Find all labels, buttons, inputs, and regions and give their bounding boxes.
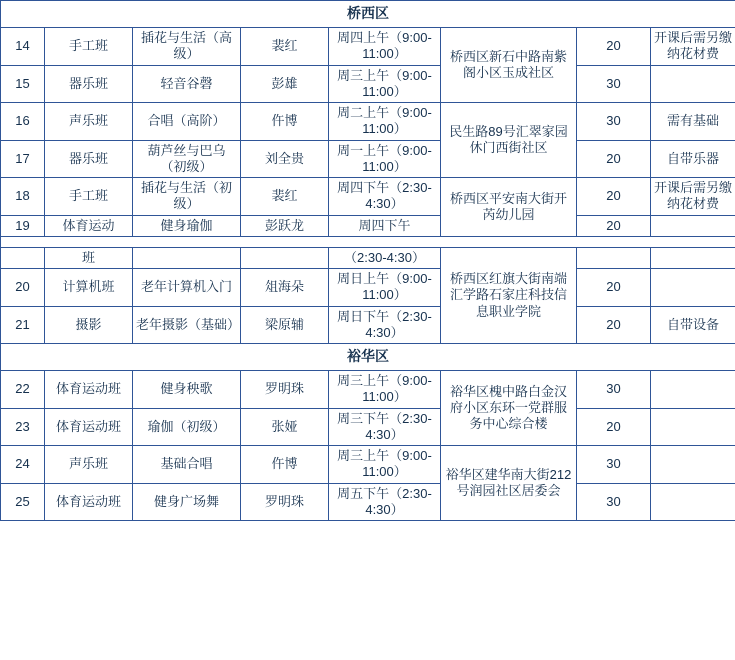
- row-time: 周三上午（9:00-11:00）: [329, 65, 441, 103]
- row-teacher: 彭跃龙: [241, 215, 329, 236]
- row-teacher: 张娅: [241, 408, 329, 446]
- row-type: 手工班: [45, 28, 133, 66]
- row-teacher: 裴红: [241, 28, 329, 66]
- section-header-label: 裕华区: [1, 344, 735, 371]
- row-no-continued: [1, 247, 45, 268]
- section-header-yuhua: [1, 344, 735, 371]
- row-type: 摄影: [45, 306, 133, 344]
- row-course: 健身瑜伽: [133, 215, 241, 236]
- row-num: 30: [577, 65, 651, 103]
- row-type: 声乐班: [45, 446, 133, 484]
- row-num: 30: [577, 103, 651, 141]
- row-note: 自带乐器: [651, 140, 735, 178]
- table-row: [1, 306, 735, 344]
- row-num: 30: [577, 446, 651, 484]
- row-place: 桥西区红旗大街南端汇学路石家庄科技信息职业学院: [441, 247, 577, 343]
- row-course: 插花与生活（高级）: [133, 28, 241, 66]
- row-place: 民生路89号汇翠家园休门西街社区: [441, 103, 577, 178]
- row-num: 20: [577, 140, 651, 178]
- row-no: 25: [1, 483, 45, 521]
- row-course: 健身秧歌: [133, 371, 241, 409]
- row-type: 体育运动班: [45, 408, 133, 446]
- row-time: 周四上午（9:00-11:00）: [329, 28, 441, 66]
- row-no: 18: [1, 178, 45, 216]
- row-type-continued: 班: [45, 247, 133, 268]
- row-place: 桥西区新石中路南紫阁小区玉成社区: [441, 28, 577, 103]
- row-course: 插花与生活（初级）: [133, 178, 241, 216]
- row-course: 轻音谷磬: [133, 65, 241, 103]
- row-teacher: 仵博: [241, 103, 329, 141]
- row-course: 基础合唱: [133, 446, 241, 484]
- table-row: [1, 65, 735, 103]
- table-row: [1, 371, 735, 409]
- row-num: 20: [577, 178, 651, 216]
- row-num: 20: [577, 306, 651, 344]
- row-type: 手工班: [45, 178, 133, 216]
- row-num: 20: [577, 408, 651, 446]
- table-row-continued: [1, 247, 735, 268]
- row-num: 30: [577, 371, 651, 409]
- row-course: 合唱（高阶）: [133, 103, 241, 141]
- row-teacher: 刘全贵: [241, 140, 329, 178]
- row-time: 周四下午（2:30-4:30）: [329, 178, 441, 216]
- row-note: [651, 446, 735, 484]
- row-teacher-continued: [241, 247, 329, 268]
- row-place: 裕华区建华南大街212号润园社区居委会: [441, 446, 577, 521]
- gap-cell: [1, 236, 735, 247]
- row-num: 20: [577, 215, 651, 236]
- row-type: 器乐班: [45, 65, 133, 103]
- row-note: [651, 65, 735, 103]
- table-row: [1, 483, 735, 521]
- table-row: [1, 178, 735, 216]
- row-time: 周三下午（2:30-4:30）: [329, 408, 441, 446]
- row-course: 健身广场舞: [133, 483, 241, 521]
- table-row: [1, 446, 735, 484]
- row-time: 周一上午（9:00-11:00）: [329, 140, 441, 178]
- row-no: 20: [1, 269, 45, 307]
- row-teacher: 仵博: [241, 446, 329, 484]
- section-header-qiaoxi: [1, 1, 735, 28]
- row-teacher: 裴红: [241, 178, 329, 216]
- row-teacher: 梁原辅: [241, 306, 329, 344]
- table-row: [1, 215, 735, 236]
- row-type: 器乐班: [45, 140, 133, 178]
- row-num-continued: [577, 247, 651, 268]
- row-teacher: 彭雄: [241, 65, 329, 103]
- row-note: 开课后需另缴纳花材费: [651, 28, 735, 66]
- row-note: [651, 408, 735, 446]
- row-course-continued: [133, 247, 241, 268]
- row-no: 17: [1, 140, 45, 178]
- row-note: 自带设备: [651, 306, 735, 344]
- row-time: 周四下午: [329, 215, 441, 236]
- section-header-label: 桥西区: [1, 1, 735, 28]
- row-no: 24: [1, 446, 45, 484]
- row-type: 体育运动班: [45, 371, 133, 409]
- row-num: 20: [577, 28, 651, 66]
- row-time: 周日上午（9:00-11:00）: [329, 269, 441, 307]
- row-no: 19: [1, 215, 45, 236]
- row-time: 周三上午（9:00-11:00）: [329, 446, 441, 484]
- row-num: 30: [577, 483, 651, 521]
- row-teacher: 罗明珠: [241, 483, 329, 521]
- row-type: 计算机班: [45, 269, 133, 307]
- row-type: 体育运动: [45, 215, 133, 236]
- row-note-continued: [651, 247, 735, 268]
- row-num: 20: [577, 269, 651, 307]
- row-no: 15: [1, 65, 45, 103]
- row-time: 周五下午（2:30-4:30）: [329, 483, 441, 521]
- row-note: 开课后需另缴纳花材费: [651, 178, 735, 216]
- table-row: [1, 408, 735, 446]
- row-note: [651, 269, 735, 307]
- row-time-continued: （2:30-4:30）: [329, 247, 441, 268]
- row-no: 22: [1, 371, 45, 409]
- page-break-gap: [1, 236, 735, 247]
- row-teacher: 俎海朵: [241, 269, 329, 307]
- row-no: 16: [1, 103, 45, 141]
- row-course: 葫芦丝与巴乌（初级）: [133, 140, 241, 178]
- row-time: 周日下午（2:30-4:30）: [329, 306, 441, 344]
- row-type: 声乐班: [45, 103, 133, 141]
- table-row: [1, 103, 735, 141]
- row-no: 14: [1, 28, 45, 66]
- table-row: [1, 269, 735, 307]
- row-time: 周三上午（9:00-11:00）: [329, 371, 441, 409]
- row-place: 裕华区槐中路白金汉府小区东环一党群服务中心综合楼: [441, 371, 577, 446]
- row-place: 桥西区平安南大街开芮幼儿园: [441, 178, 577, 237]
- row-no: 23: [1, 408, 45, 446]
- row-time: 周二上午（9:00-11:00）: [329, 103, 441, 141]
- row-note: [651, 371, 735, 409]
- row-type: 体育运动班: [45, 483, 133, 521]
- table-row: [1, 28, 735, 66]
- row-note: 需有基础: [651, 103, 735, 141]
- row-no: 21: [1, 306, 45, 344]
- row-teacher: 罗明珠: [241, 371, 329, 409]
- table-row: [1, 140, 735, 178]
- row-course: 瑜伽（初级）: [133, 408, 241, 446]
- row-note: [651, 215, 735, 236]
- row-course: 老年摄影（基础）: [133, 306, 241, 344]
- row-note: [651, 483, 735, 521]
- row-course: 老年计算机入门: [133, 269, 241, 307]
